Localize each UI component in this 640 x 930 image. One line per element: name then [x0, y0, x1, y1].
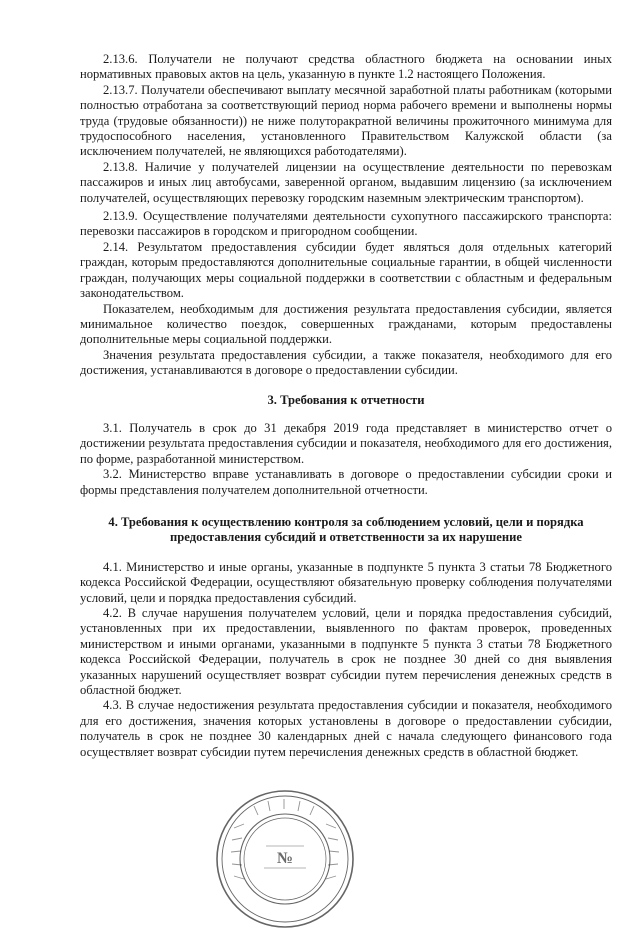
paragraph-4-1: 4.1. Министерство и иные органы, указанные в подпункте 5 пункта 3 статьи 78 Бюджетного кодекса Российской Федерации, осуществляют обязательную проверку соблюдения получателями условий, цели и порядка предоставления субсидий. [80, 559, 612, 605]
paragraph-values: Значения результата предоставления субсидии, а также показателя, необходимого для его достижения, устанавливаются в договоре о предоставлении субсидии. [80, 347, 612, 378]
paragraph-3-1: 3.1. Получатель в срок до 31 декабря 2019 года представляет в министерство отчет о достижении результата предоставления субсидии и показателя, необходимого для его достижения, по форме, разработанной министерством. [80, 420, 612, 466]
paragraph-2-13-9: 2.13.9. Осуществление получателями деятельности сухопутного пассажирского транспорта: перевозки пассажиров в городском и пригородном сообщении. [80, 209, 612, 239]
paragraph-4-2: 4.2. В случае нарушения получателем условий, цели и порядка предоставления субсидий, установленных при их предоставлении, выявленного по фактам проверок, проведенных министерством и иными органами, указанными в подпункте 5 пункта 3 статьи 78 Бюджетного кодекса Российской Федерации, получатель в срок не позднее 30 дней со дня выявления указанных нарушений осуществляет возврат субсидии путем перечисления денежных средств в областной бюджет. [80, 606, 612, 698]
paragraph-4-3: 4.3. В случае недостижения результата предоставления субсидии и показателя, необходимого для его достижения, значения которых установлены в договоре о предоставлении субсидии, получатель в срок не позднее 30 календарных дней с начала следующего финансового года осуществляет возврат субсидии путем перечисления денежных средств в областной бюджет. [80, 698, 612, 759]
paragraph-3-2: 3.2. Министерство вправе устанавливать в договоре о предоставлении субсидии сроки и формы представления получателем дополнительной отчетности. [80, 467, 612, 497]
paragraph-2-13-8: 2.13.8. Наличие у получателей лицензии на осуществление деятельности по перевозкам пассажиров и иных лиц автобусами, заверенной органом, выдавшим лицензию (за исключением получателей, осуществляющих перевозку городским наземным электрическим транспортом). [80, 159, 612, 205]
seal-number: № [276, 850, 294, 867]
paragraph-2-13-6: 2.13.6. Получатели не получают средства областного бюджета на основании иных нормативных правовых актов на цель, указанную в пункте 1.2 настоящего Положения. [80, 52, 612, 82]
paragraph-2-13-7: 2.13.7. Получатели обеспечивают выплату месячной заработной платы работникам (которыми полностью отработана за соответствующий период норма рабочего времени и выполнены нормы труда (трудовые обязанности)) не ниже полуторакратной величины прожиточного минимума для трудоспособного населения, установленного Правительством Калужской области (за исключением получателей, не являющихся работодателями). [80, 82, 612, 159]
document-body [80, 52, 612, 760]
section-3-heading: 3. Требования к отчетности [267, 392, 425, 407]
official-seal-stamp [214, 788, 356, 930]
section-4-heading: 4. Требования к осуществлению контроля за соблюдением условий, цели и порядка предоставления субсидий и ответственности за их нарушение [108, 514, 584, 545]
seal-icon [214, 788, 356, 930]
paragraph-2-14: 2.14. Результатом предоставления субсидии будет являться доля отдельных категорий граждан, которым предоставляются дополнительные социальные гарантии, в общей численности граждан, получающих меры социальной поддержки в соответствии с областным и федеральным законодательством. [80, 239, 612, 301]
paragraph-indicator: Показателем, необходимым для достижения результата предоставления субсидии, является минимальное количество поездок, совершенных гражданами, которым предоставлены дополнительные меры социальной поддержки. [80, 301, 612, 347]
